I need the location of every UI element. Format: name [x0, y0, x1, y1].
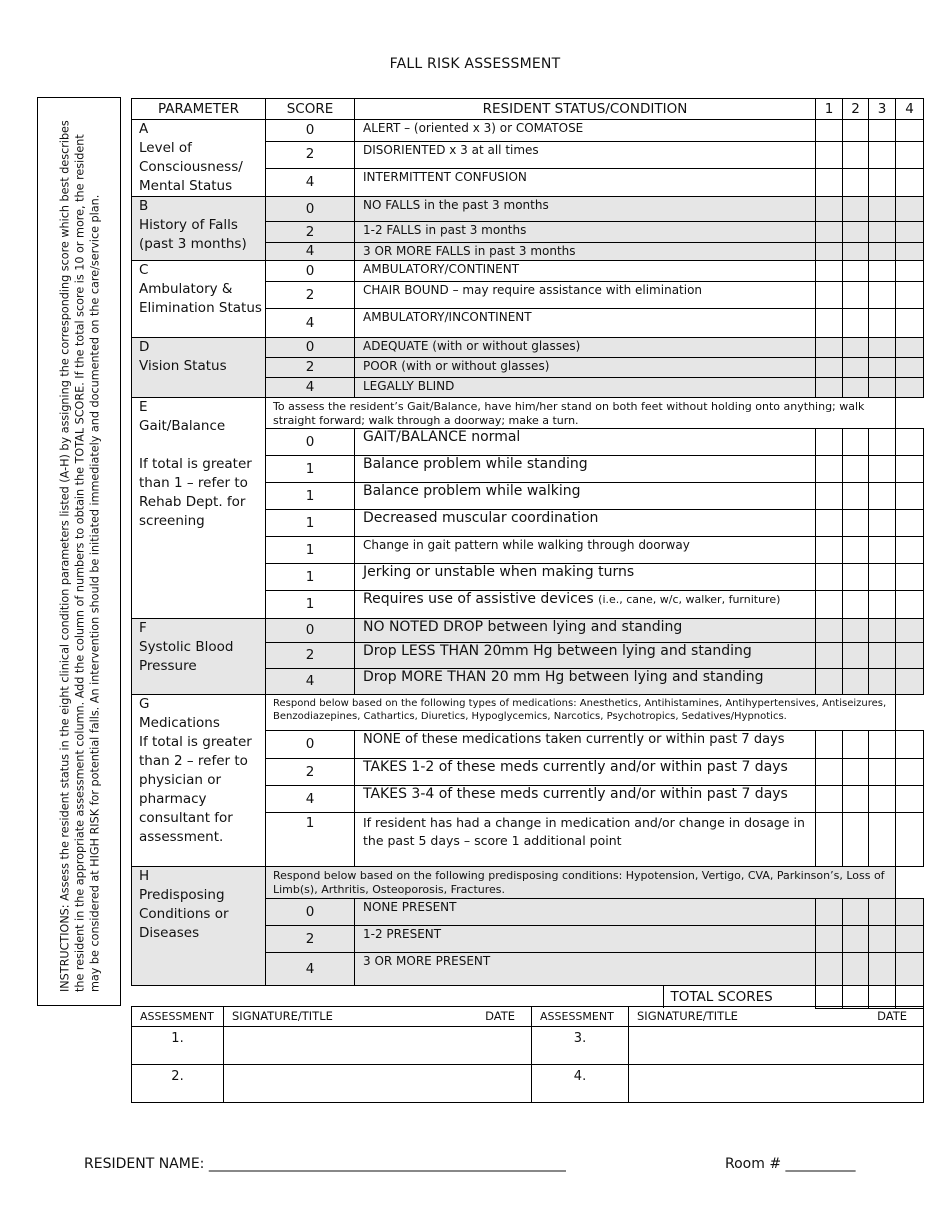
assessment-2-cell[interactable]: [843, 456, 869, 483]
condition-cell: Balance problem while standing: [355, 456, 816, 483]
assessment-3-cell[interactable]: [869, 669, 896, 695]
assessment-4-cell[interactable]: [896, 261, 924, 282]
param-e-referral: If total is greater than 1 – refer to Rehab Dept. for screening: [139, 456, 252, 529]
assessment-1-cell[interactable]: [816, 899, 843, 926]
param-g-name: Medications: [139, 715, 220, 731]
assessment-4-cell[interactable]: [896, 953, 924, 986]
assessment-3-cell[interactable]: [869, 813, 896, 867]
assessment-4-cell[interactable]: [896, 358, 924, 378]
header-score: SCORE: [266, 99, 355, 120]
signature-title-label: SIGNATURE/TITLE: [637, 1009, 738, 1023]
condition-cell: Jerking or unstable when making turns: [355, 564, 816, 591]
param-f-name: Systolic Blood Pressure: [139, 639, 234, 674]
assessment-1-cell[interactable]: [816, 261, 843, 282]
param-a: [132, 120, 266, 197]
assessment-1-cell[interactable]: [816, 141, 843, 169]
assessment-1-cell[interactable]: [816, 429, 843, 456]
assessment-3-cell[interactable]: [869, 643, 896, 669]
assessment-1-cell[interactable]: [816, 358, 843, 378]
assessment-3-cell[interactable]: [869, 169, 896, 197]
assessment-2-cell[interactable]: [843, 261, 869, 282]
assessment-3-cell[interactable]: [869, 510, 896, 537]
assessment-4-cell[interactable]: [896, 222, 924, 243]
condition-cell: 1-2 FALLS in past 3 months: [355, 222, 816, 243]
assessment-4-cell[interactable]: [896, 759, 924, 786]
score-cell: 0: [266, 197, 355, 222]
param-e: [132, 398, 266, 619]
score-cell: 2: [266, 759, 355, 786]
param-b-name: History of Falls (past 3 months): [139, 217, 247, 252]
assessment-3-cell[interactable]: [869, 243, 896, 261]
param-c: [132, 261, 266, 338]
instructions-box: [37, 97, 121, 1006]
assessment-2-cell[interactable]: [843, 197, 869, 222]
score-cell: 4: [266, 786, 355, 813]
table-row: [132, 261, 924, 282]
table-row: [132, 695, 924, 731]
assessment-1-cell[interactable]: [816, 510, 843, 537]
assessment-2-cell[interactable]: [843, 222, 869, 243]
score-cell: 0: [266, 338, 355, 358]
param-d-label: D: [139, 339, 150, 355]
assessment-1-cell[interactable]: [816, 537, 843, 564]
score-cell: 4: [266, 378, 355, 398]
assessment-3-cell[interactable]: [869, 619, 896, 643]
header-parameter: PARAMETER: [132, 99, 266, 120]
assessment-number-2: 2.: [132, 1065, 224, 1103]
condition-cell: TAKES 1-2 of these meds currently and/or within past 7 days: [355, 759, 816, 786]
param-a-name: Level of Consciousness/ Mental Status: [139, 140, 243, 194]
table-row: [132, 619, 924, 643]
assessment-3-cell[interactable]: [869, 141, 896, 169]
assessment-1-cell[interactable]: [816, 169, 843, 197]
assessment-2-cell[interactable]: [843, 786, 869, 813]
assessment-2-cell[interactable]: [843, 591, 869, 619]
assessment-4-cell[interactable]: [896, 537, 924, 564]
score-cell: 1: [266, 510, 355, 537]
assessment-1-cell[interactable]: [816, 338, 843, 358]
header-col-2: 2: [843, 99, 869, 120]
assessment-1-cell[interactable]: [816, 926, 843, 953]
assessment-3-cell[interactable]: [869, 537, 896, 564]
condition-cell: If resident has had a change in medication and/or change in dosage in the past 5 days – score 1 additional point: [355, 813, 816, 867]
assessment-4-cell[interactable]: [896, 813, 924, 867]
assessment-3-cell[interactable]: [869, 759, 896, 786]
assessment-3-cell[interactable]: [869, 222, 896, 243]
param-h-label: H: [139, 868, 150, 884]
score-cell: 0: [266, 731, 355, 759]
assessment-1-cell[interactable]: [816, 759, 843, 786]
total-1-cell[interactable]: [816, 986, 843, 1009]
condition-cell: 3 OR MORE FALLS in past 3 months: [355, 243, 816, 261]
assessment-3-cell[interactable]: [869, 358, 896, 378]
date-label: DATE: [485, 1009, 515, 1023]
assessment-1-cell[interactable]: [816, 197, 843, 222]
assessment-2-cell[interactable]: [843, 643, 869, 669]
total-scores-label: TOTAL SCORES: [663, 986, 816, 1008]
assessment-3-cell[interactable]: [869, 564, 896, 591]
score-cell: 1: [266, 813, 355, 867]
assessment-header-right: ASSESSMENT: [532, 1007, 629, 1027]
assessment-1-cell[interactable]: [816, 564, 843, 591]
signature-title-header-right: [629, 1007, 924, 1027]
score-cell: 2: [266, 358, 355, 378]
assessment-3-cell[interactable]: [869, 261, 896, 282]
assessment-3-cell[interactable]: [869, 483, 896, 510]
condition-cell: Drop LESS THAN 20mm Hg between lying and standing: [355, 643, 816, 669]
param-f-label: F: [139, 620, 147, 636]
param-h-name: Predisposing Conditions or Diseases: [139, 887, 229, 941]
condition-cell: Drop MORE THAN 20 mm Hg between lying and standing: [355, 669, 816, 695]
assessment-2-cell[interactable]: [843, 619, 869, 643]
room-number-field[interactable]: Room # __________: [725, 1156, 856, 1172]
score-cell: 0: [266, 261, 355, 282]
assessment-2-cell[interactable]: [843, 282, 869, 309]
assessment-4-cell[interactable]: [896, 591, 924, 619]
condition-cell: INTERMITTENT CONFUSION: [355, 169, 816, 197]
condition-cell: AMBULATORY/CONTINENT: [355, 261, 816, 282]
assessment-4-cell[interactable]: [896, 926, 924, 953]
assessment-2-cell[interactable]: [843, 813, 869, 867]
assessment-4-cell[interactable]: [896, 564, 924, 591]
score-cell: 2: [266, 222, 355, 243]
condition-cell: NO FALLS in the past 3 months: [355, 197, 816, 222]
score-cell: 4: [266, 669, 355, 695]
table-row: [132, 867, 924, 899]
assessment-1-cell[interactable]: [816, 643, 843, 669]
total-row: [132, 986, 924, 1009]
assessment-4-cell[interactable]: [896, 510, 924, 537]
param-d: [132, 338, 266, 398]
score-cell: 0: [266, 899, 355, 926]
condition-cell: NONE PRESENT: [355, 899, 816, 926]
param-g-referral: If total is greater than 2 – refer to physician or pharmacy consultant for assessment.: [139, 734, 252, 845]
assessment-2-cell[interactable]: [843, 243, 869, 261]
resident-name-field[interactable]: RESIDENT NAME: ___________________________________________________: [84, 1156, 566, 1172]
assessment-3-cell[interactable]: [869, 429, 896, 456]
signature-row: [132, 1065, 924, 1103]
condition-cell: Balance problem while walking: [355, 483, 816, 510]
score-cell: 0: [266, 120, 355, 142]
param-g: [132, 695, 266, 867]
instructions-text: INSTRUCTIONS: Assess the resident status in the eight clinical condition parameters listed (A-H) by assigning the corresponding score which best describes the resident in the appropriate assessment column. Add the column of numbers to obtain the TOTAL SCORE. If the total score is 10 or more, the resident may be considered at HIGH RISK for potential falls. An intervention should be initiated immediately and documented on the care/service plan.: [58, 120, 102, 992]
assessment-1-cell[interactable]: [816, 456, 843, 483]
assessment-2-cell[interactable]: [843, 120, 869, 142]
assessment-1-cell[interactable]: [816, 120, 843, 142]
total-4-cell[interactable]: [896, 986, 924, 1009]
assessment-number-3: 3.: [532, 1027, 629, 1065]
assessment-3-cell[interactable]: [869, 731, 896, 759]
header-status: RESIDENT STATUS/CONDITION: [355, 99, 816, 120]
assessment-4-cell[interactable]: [896, 282, 924, 309]
score-cell: 1: [266, 591, 355, 619]
table-row: [132, 338, 924, 358]
condition-cell: [355, 591, 816, 619]
assessment-4-cell[interactable]: [896, 197, 924, 222]
condition-cell: 1-2 PRESENT: [355, 926, 816, 953]
condition-cell: AMBULATORY/INCONTINENT: [355, 309, 816, 338]
condition-cell: 3 OR MORE PRESENT: [355, 953, 816, 986]
assessment-4-cell[interactable]: [896, 429, 924, 456]
condition-subtext: (i.e., cane, w/c, walker, furniture): [598, 593, 781, 606]
total-3-cell[interactable]: [869, 986, 896, 1009]
assessment-2-cell[interactable]: [843, 537, 869, 564]
condition-cell: GAIT/BALANCE normal: [355, 429, 816, 456]
assessment-3-cell[interactable]: [869, 926, 896, 953]
param-c-label: C: [139, 262, 149, 278]
condition-cell: NONE of these medications taken currently or within past 7 days: [355, 731, 816, 759]
header-col-3: 3: [869, 99, 896, 120]
conditions-instructions: Respond below based on the following predisposing conditions: Hypotension, Vertigo, CVA, Parkinson’s, Loss of Limb(s), Arthritis, Osteoporosis, Fractures.: [266, 867, 896, 899]
condition-cell: Decreased muscular coordination: [355, 510, 816, 537]
table-row: [132, 398, 924, 429]
assessment-4-cell[interactable]: [896, 309, 924, 338]
param-f: [132, 619, 266, 695]
assessment-1-cell[interactable]: [816, 222, 843, 243]
param-a-label: A: [139, 121, 149, 137]
assessment-1-cell[interactable]: [816, 243, 843, 261]
assessment-2-cell[interactable]: [843, 429, 869, 456]
score-cell: 1: [266, 537, 355, 564]
gait-instructions: To assess the resident’s Gait/Balance, have him/her stand on both feet without holding onto anything; walk straight forward; walk through a doorway; make a turn.: [266, 398, 896, 429]
signature-title-label: SIGNATURE/TITLE: [232, 1009, 333, 1023]
assessment-4-cell[interactable]: [896, 456, 924, 483]
score-cell: 0: [266, 619, 355, 643]
condition-text: Requires use of assistive devices: [363, 591, 594, 607]
score-cell: 2: [266, 282, 355, 309]
table-row: [132, 197, 924, 222]
assessment-3-cell[interactable]: [869, 953, 896, 986]
assessment-2-cell[interactable]: [843, 309, 869, 338]
header-col-1: 1: [816, 99, 843, 120]
condition-cell: LEGALLY BLIND: [355, 378, 816, 398]
assessment-2-cell[interactable]: [843, 669, 869, 695]
condition-cell: NO NOTED DROP between lying and standing: [355, 619, 816, 643]
assessment-2-cell[interactable]: [843, 141, 869, 169]
assessment-4-cell[interactable]: [896, 243, 924, 261]
signature-header: [132, 1007, 924, 1027]
score-cell: 4: [266, 169, 355, 197]
signature-field-4[interactable]: [629, 1065, 924, 1103]
condition-cell: ALERT – (oriented x 3) or COMATOSE: [355, 120, 816, 142]
assessment-2-cell[interactable]: [843, 564, 869, 591]
assessment-2-cell[interactable]: [843, 953, 869, 986]
score-cell: 1: [266, 483, 355, 510]
signature-title-header-left: [224, 1007, 532, 1027]
assessment-4-cell[interactable]: [896, 378, 924, 398]
assessment-1-cell[interactable]: [816, 309, 843, 338]
score-cell: 1: [266, 564, 355, 591]
assessment-2-cell[interactable]: [843, 899, 869, 926]
score-cell: 4: [266, 243, 355, 261]
assessment-3-cell[interactable]: [869, 899, 896, 926]
condition-cell: POOR (with or without glasses): [355, 358, 816, 378]
assessment-1-cell[interactable]: [816, 786, 843, 813]
assessment-4-cell[interactable]: [896, 120, 924, 142]
param-c-name: Ambulatory & Elimination Status: [139, 281, 262, 316]
param-e-name: Gait/Balance: [139, 418, 226, 434]
assessment-2-cell[interactable]: [843, 483, 869, 510]
score-cell: 2: [266, 926, 355, 953]
assessment-1-cell[interactable]: [816, 591, 843, 619]
assessment-4-cell[interactable]: [896, 786, 924, 813]
assessment-3-cell[interactable]: [869, 309, 896, 338]
assessment-3-cell[interactable]: [869, 338, 896, 358]
assessment-3-cell[interactable]: [869, 282, 896, 309]
score-cell: 2: [266, 643, 355, 669]
assessment-4-cell[interactable]: [896, 141, 924, 169]
assessment-2-cell[interactable]: [843, 169, 869, 197]
assessment-table: [131, 98, 924, 1009]
param-d-name: Vision Status: [139, 358, 227, 374]
param-e-label: E: [139, 399, 148, 415]
score-cell: 2: [266, 141, 355, 169]
assessment-2-cell[interactable]: [843, 378, 869, 398]
condition-cell: DISORIENTED x 3 at all times: [355, 141, 816, 169]
assessment-4-cell[interactable]: [896, 643, 924, 669]
table-header: [132, 99, 924, 120]
score-cell: 1: [266, 456, 355, 483]
page-title: FALL RISK ASSESSMENT: [389, 56, 561, 72]
assessment-1-cell[interactable]: [816, 731, 843, 759]
assessment-2-cell[interactable]: [843, 759, 869, 786]
assessment-4-cell[interactable]: [896, 731, 924, 759]
signature-table: [131, 1006, 924, 1103]
assessment-3-cell[interactable]: [869, 786, 896, 813]
condition-cell: TAKES 3-4 of these meds currently and/or within past 7 days: [355, 786, 816, 813]
header-col-4: 4: [896, 99, 924, 120]
param-b: [132, 197, 266, 261]
signature-row: [132, 1027, 924, 1065]
condition-cell: ADEQUATE (with or without glasses): [355, 338, 816, 358]
assessment-number-1: 1.: [132, 1027, 224, 1065]
assessment-4-cell[interactable]: [896, 899, 924, 926]
assessment-2-cell[interactable]: [843, 926, 869, 953]
condition-cell: Change in gait pattern while walking through doorway: [355, 537, 816, 564]
assessment-2-cell[interactable]: [843, 510, 869, 537]
assessment-1-cell[interactable]: [816, 378, 843, 398]
date-label: DATE: [877, 1009, 907, 1023]
assessment-4-cell[interactable]: [896, 619, 924, 643]
assessment-2-cell[interactable]: [843, 338, 869, 358]
signature-field-1[interactable]: [224, 1027, 532, 1065]
assessment-1-cell[interactable]: [816, 953, 843, 986]
signature-field-2[interactable]: [224, 1065, 532, 1103]
assessment-1-cell[interactable]: [816, 619, 843, 643]
assessment-3-cell[interactable]: [869, 591, 896, 619]
assessment-4-cell[interactable]: [896, 669, 924, 695]
assessment-number-4: 4.: [532, 1065, 629, 1103]
total-2-cell[interactable]: [843, 986, 869, 1009]
assessment-2-cell[interactable]: [843, 731, 869, 759]
score-cell: 4: [266, 953, 355, 986]
assessment-1-cell[interactable]: [816, 282, 843, 309]
assessment-header-left: ASSESSMENT: [132, 1007, 224, 1027]
assessment-1-cell[interactable]: [816, 813, 843, 867]
assessment-3-cell[interactable]: [869, 197, 896, 222]
assessment-3-cell[interactable]: [869, 378, 896, 398]
assessment-4-cell[interactable]: [896, 483, 924, 510]
table-row: [132, 120, 924, 142]
signature-field-3[interactable]: [629, 1027, 924, 1065]
assessment-3-cell[interactable]: [869, 120, 896, 142]
assessment-2-cell[interactable]: [843, 358, 869, 378]
score-cell: 0: [266, 429, 355, 456]
assessment-4-cell[interactable]: [896, 338, 924, 358]
assessment-1-cell[interactable]: [816, 483, 843, 510]
score-cell: 4: [266, 309, 355, 338]
param-g-label: G: [139, 696, 150, 712]
assessment-3-cell[interactable]: [869, 456, 896, 483]
param-b-label: B: [139, 198, 149, 214]
param-h: [132, 867, 266, 986]
medications-instructions: Respond below based on the following types of medications: Anesthetics, Antihistamines, Antihypertensives, Antiseizures, Benzodiazepines, Cathartics, Diuretics, Hypoglycemics, Narcotics, Psychotropics, Sedatives/Hypnotics.: [266, 695, 896, 731]
condition-cell: CHAIR BOUND – may require assistance with elimination: [355, 282, 816, 309]
assessment-4-cell[interactable]: [896, 169, 924, 197]
assessment-1-cell[interactable]: [816, 669, 843, 695]
